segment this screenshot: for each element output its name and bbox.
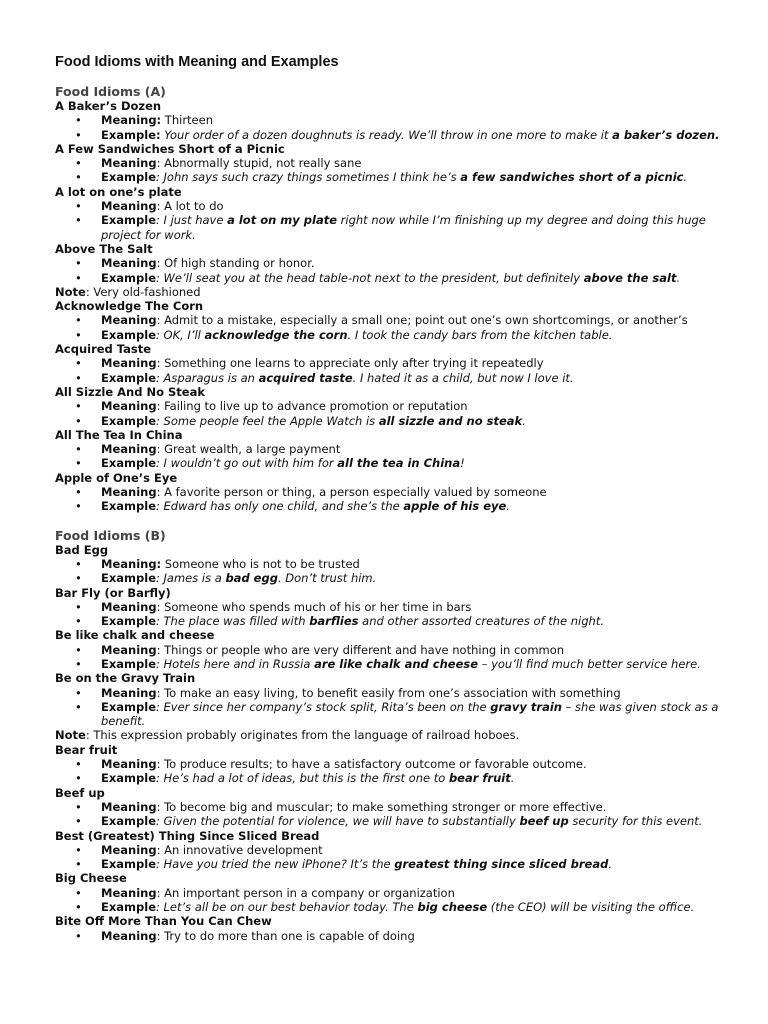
idiom-details xyxy=(55,643,735,672)
meaning-label: Meaning xyxy=(101,685,157,700)
bullet-icon: • xyxy=(75,842,82,857)
bullet-icon: • xyxy=(75,413,82,428)
meaning-item xyxy=(55,643,735,657)
meaning-text: : Someone who spends much of his or her time in bars xyxy=(156,599,472,614)
idiom-details xyxy=(55,156,735,185)
idiom-details xyxy=(55,256,735,285)
example-text: : Hotels here and in Russia xyxy=(156,656,315,671)
idiom-details xyxy=(55,356,735,385)
idiom-details xyxy=(55,199,735,242)
bullet-icon: • xyxy=(75,571,82,586)
example-text: : Some people feel the Apple Watch is xyxy=(156,413,379,428)
example-idiom: bear fruit xyxy=(448,771,511,786)
bullet-icon: • xyxy=(75,456,82,471)
example-idiom: greatest thing since sliced bread xyxy=(394,857,609,872)
bullet-icon: • xyxy=(75,699,82,714)
example-idiom: beef up xyxy=(519,814,569,829)
meaning-text: : To make an easy living, to benefit easily from one’s association with something xyxy=(156,685,621,700)
bullet-icon: • xyxy=(75,485,82,500)
example-item xyxy=(55,499,735,513)
idiom-details xyxy=(55,800,735,829)
example-idiom: a lot on my plate xyxy=(227,213,338,228)
meaning-label: Meaning xyxy=(101,799,157,814)
example-label: Example xyxy=(101,456,156,471)
bullet-icon: • xyxy=(75,156,82,171)
example-item xyxy=(55,614,735,628)
example-text-end: (the CEO) will be visiting the office. xyxy=(487,900,695,915)
example-label: Example xyxy=(101,614,156,629)
bullet-icon: • xyxy=(75,213,82,228)
example-text-end: – you’ll find much better service here. xyxy=(478,656,701,671)
meaning-text: : Abnormally stupid, not really sane xyxy=(156,156,362,171)
meaning-label: Meaning xyxy=(101,885,157,900)
example-text: : I wouldn’t go out with him for xyxy=(156,456,338,471)
bullet-icon: • xyxy=(75,771,82,786)
bullet-icon: • xyxy=(75,370,82,385)
bullet-icon: • xyxy=(75,928,82,943)
example-label: Example xyxy=(101,370,156,385)
example-idiom: apple of his eye xyxy=(403,499,507,514)
bullet-icon: • xyxy=(75,270,82,285)
idiom-title: Bear fruit xyxy=(55,742,118,757)
meaning-label: Meaning xyxy=(101,842,157,857)
note-label: Note xyxy=(55,284,86,299)
example-item xyxy=(55,128,735,142)
example-item xyxy=(55,657,735,671)
example-text: : I just have xyxy=(156,213,228,228)
example-idiom: a few sandwiches short of a picnic xyxy=(460,170,684,185)
meaning-item xyxy=(55,485,735,499)
meaning-label: Meaning xyxy=(101,928,157,943)
meaning-item xyxy=(55,442,735,456)
example-item xyxy=(55,700,735,729)
example-item xyxy=(55,328,735,342)
bullet-icon: • xyxy=(75,642,82,657)
example-item xyxy=(55,571,735,585)
idiom-details xyxy=(55,843,735,872)
bullet-icon: • xyxy=(75,757,82,772)
bullet-icon: • xyxy=(75,814,82,829)
example-idiom: acknowledge the corn xyxy=(204,327,348,342)
idiom-title: Acknowledge The Corn xyxy=(55,299,204,314)
idiom-details xyxy=(55,313,735,342)
section-title: Food Idioms (A) xyxy=(55,84,166,99)
example-text: : OK, I’ll xyxy=(156,327,205,342)
example-text: : Let’s all be on our best behavior today. The xyxy=(156,900,418,915)
meaning-text: : Try to do more than one is capable of doing xyxy=(156,928,415,943)
idiom-title: All The Tea In China xyxy=(55,427,183,442)
idiom-title: Beef up xyxy=(55,785,105,800)
meaning-item xyxy=(55,113,735,127)
example-text-end: ! xyxy=(460,456,465,471)
example-label: Example xyxy=(101,771,156,786)
meaning-label: Meaning xyxy=(101,485,157,500)
example-label: Example xyxy=(101,814,156,829)
bullet-icon: • xyxy=(75,656,82,671)
meaning-label: Meaning xyxy=(101,199,157,214)
meaning-text: : Of high standing or honor. xyxy=(156,256,315,271)
example-label: Example xyxy=(101,656,156,671)
example-label: Example xyxy=(101,499,156,514)
bullet-icon: • xyxy=(75,327,82,342)
example-label: Example xyxy=(101,327,156,342)
note-text: : This expression probably originates from the language of railroad hoboes. xyxy=(85,728,520,743)
idiom-title: Above The Salt xyxy=(55,241,153,256)
bullet-icon: • xyxy=(75,857,82,872)
example-label: Example xyxy=(101,900,156,915)
example-text: : John says such crazy things sometimes I think he’s xyxy=(156,170,461,185)
example-text-end: . xyxy=(522,413,526,428)
example-item xyxy=(55,271,735,285)
note xyxy=(55,285,735,299)
example-item xyxy=(55,456,735,470)
meaning-label: Meaning xyxy=(101,356,157,371)
meaning-text: : Something one learns to appreciate only after trying it repeatedly xyxy=(156,356,544,371)
example-idiom: a baker’s dozen. xyxy=(612,127,720,142)
meaning-item xyxy=(55,156,735,170)
example-item xyxy=(55,170,735,184)
example-text-end: right now while I’m finishing up my degree and doing this huge project for work. xyxy=(101,213,706,242)
meaning-text: : Admit to a mistake, especially a small one; point out one’s own shortcomings, or another’s xyxy=(156,313,688,328)
idiom-details xyxy=(55,113,735,142)
example-text-end: . I hated it as a child, but now I love it. xyxy=(352,370,574,385)
bullet-icon: • xyxy=(75,614,82,629)
idiom-details xyxy=(55,600,735,629)
example-label: Example xyxy=(101,857,156,872)
idiom-details xyxy=(55,686,735,729)
example-item xyxy=(55,213,735,242)
bullet-icon: • xyxy=(75,356,82,371)
idiom-details xyxy=(55,442,735,471)
bullet-icon: • xyxy=(75,556,82,571)
meaning-text: : A favorite person or thing, a person especially valued by someone xyxy=(156,485,547,500)
example-idiom: are like chalk and cheese xyxy=(314,656,479,671)
example-text-end: and other assorted creatures of the night. xyxy=(358,614,604,629)
example-text-end: – she was given stock as a benefit. xyxy=(101,699,719,729)
bullet-icon: • xyxy=(75,900,82,915)
meaning-text: : Great wealth, a large payment xyxy=(156,442,341,457)
idiom-details xyxy=(55,399,735,428)
meaning-item xyxy=(55,886,735,900)
idiom-title: Bad Egg xyxy=(55,542,109,557)
meaning-label: Meaning: xyxy=(101,556,162,571)
meaning-item xyxy=(55,313,735,327)
example-text-end: security for this event. xyxy=(568,814,703,829)
bullet-icon: • xyxy=(75,256,82,271)
example-idiom: above the salt xyxy=(583,270,677,285)
bullet-icon: • xyxy=(75,127,82,142)
example-text: : Edward has only one child, and she’s the xyxy=(156,499,404,514)
example-item xyxy=(55,771,735,785)
example-label: Example xyxy=(101,270,156,285)
idiom-title: Apple of One’s Eye xyxy=(55,470,178,485)
note-label: Note xyxy=(55,728,86,743)
meaning-text: : A lot to do xyxy=(156,199,224,214)
example-text-end: . I took the candy bars from the kitchen table. xyxy=(347,327,613,342)
meaning-label: Meaning xyxy=(101,642,157,657)
meaning-item xyxy=(55,929,735,943)
bullet-icon: • xyxy=(75,113,82,128)
meaning-text: : To produce results; to have a satisfactory outcome or favorable outcome. xyxy=(156,757,587,772)
example-label: Example xyxy=(101,571,156,586)
example-text-end: . xyxy=(506,499,510,514)
meaning-label: Meaning xyxy=(101,399,157,414)
meaning-item xyxy=(55,843,735,857)
idiom-title: All Sizzle And No Steak xyxy=(55,384,205,399)
idiom-title: Acquired Taste xyxy=(55,342,152,357)
meaning-item xyxy=(55,800,735,814)
idiom-title: Bite Off More Than You Can Chew xyxy=(55,914,272,929)
example-label: Example xyxy=(101,413,156,428)
example-item xyxy=(55,414,735,428)
meaning-label: Meaning xyxy=(101,599,157,614)
meaning-item xyxy=(55,757,735,771)
meaning-label: Meaning xyxy=(101,256,157,271)
meaning-label: Meaning xyxy=(101,156,157,171)
idiom-details xyxy=(55,929,735,943)
example-label: Example xyxy=(101,699,156,714)
example-idiom: bad egg xyxy=(225,571,278,586)
meaning-text: : An important person in a company or organization xyxy=(156,885,455,900)
meaning-text: Thirteen xyxy=(161,113,213,128)
meaning-label: Meaning xyxy=(101,757,157,772)
idiom-details xyxy=(55,557,735,586)
bullet-icon: • xyxy=(75,599,82,614)
example-label: Example xyxy=(101,213,156,228)
example-text: : He’s had a lot of ideas, but this is the first one to xyxy=(156,771,449,786)
idiom-details xyxy=(55,485,735,514)
example-idiom: all the tea in China xyxy=(337,456,461,471)
meaning-text: : Failing to live up to advance promotion or reputation xyxy=(156,399,468,414)
example-text: : We’ll seat you at the head table-not next to the president, but definitely xyxy=(156,270,584,285)
example-text: : James is a xyxy=(156,571,226,586)
bullet-icon: • xyxy=(75,313,82,328)
bullet-icon: • xyxy=(75,170,82,185)
idiom-title: Be on the Gravy Train xyxy=(55,671,196,686)
bullet-icon: • xyxy=(75,885,82,900)
meaning-item xyxy=(55,686,735,700)
bullet-icon: • xyxy=(75,399,82,414)
example-item xyxy=(55,371,735,385)
document-title: Food Idioms with Meaning and Examples xyxy=(55,54,339,70)
idiom-title: A lot on one’s plate xyxy=(55,184,182,199)
meaning-item xyxy=(55,356,735,370)
example-text-end: . Don’t trust him. xyxy=(277,571,377,586)
bullet-icon: • xyxy=(75,442,82,457)
example-idiom: big cheese xyxy=(417,900,488,915)
example-text: Your order of a dozen doughnuts is ready. We’ll throw in one more to make it xyxy=(160,127,613,142)
idiom-title: Be like chalk and cheese xyxy=(55,628,215,643)
example-idiom: all sizzle and no steak xyxy=(378,413,523,428)
sections-container xyxy=(55,84,735,943)
idiom-title: Best (Greatest) Thing Since Sliced Bread xyxy=(55,828,320,843)
example-idiom: gravy train xyxy=(490,699,562,714)
note-text: : Very old-fashioned xyxy=(85,284,201,299)
example-idiom: acquired taste xyxy=(258,370,353,385)
example-item xyxy=(55,900,735,914)
bullet-icon: • xyxy=(75,499,82,514)
example-text-end: . xyxy=(510,771,515,786)
example-text: : The place was filled with xyxy=(156,614,310,629)
meaning-item xyxy=(55,399,735,413)
example-idiom: barflies xyxy=(309,614,359,629)
note xyxy=(55,728,735,742)
example-text: : Given the potential for violence, we will have to substantially xyxy=(156,814,520,829)
bullet-icon: • xyxy=(75,799,82,814)
idiom-title: Big Cheese xyxy=(55,871,127,886)
meaning-text: : An innovative development xyxy=(156,842,323,857)
section-title: Food Idioms (B) xyxy=(55,527,166,543)
idiom-title: A Few Sandwiches Short of a Picnic xyxy=(55,141,285,156)
meaning-text: Someone who is not to be trusted xyxy=(161,556,360,571)
example-text-end: . xyxy=(683,170,688,185)
bullet-icon: • xyxy=(75,685,82,700)
example-label: Example: xyxy=(101,127,161,142)
idiom-details xyxy=(55,886,735,915)
example-text-end: . xyxy=(676,270,681,285)
example-label: Example xyxy=(101,170,156,185)
meaning-item xyxy=(55,199,735,213)
example-item xyxy=(55,814,735,828)
bullet-icon: • xyxy=(75,199,82,214)
document-page xyxy=(55,54,735,943)
example-text: : Ever since her company’s stock split, Rita’s been on the xyxy=(156,699,491,714)
meaning-item xyxy=(55,557,735,571)
example-text: : Have you tried the new iPhone? It’s the xyxy=(156,857,395,872)
example-item xyxy=(55,857,735,871)
meaning-item xyxy=(55,600,735,614)
example-text: : Asparagus is an xyxy=(156,370,259,385)
meaning-text: : Things or people who are very different and have nothing in common xyxy=(156,642,565,657)
idiom-title: A Baker’s Dozen xyxy=(55,99,162,113)
meaning-item xyxy=(55,256,735,270)
example-text-end: . xyxy=(608,857,612,872)
meaning-label: Meaning xyxy=(101,313,157,328)
idiom-details xyxy=(55,757,735,786)
meaning-text: : To become big and muscular; to make something stronger or more effective. xyxy=(156,799,607,814)
idiom-title: Bar Fly (or Barfly) xyxy=(55,585,171,600)
meaning-label: Meaning: xyxy=(101,113,162,128)
meaning-label: Meaning xyxy=(101,442,157,457)
